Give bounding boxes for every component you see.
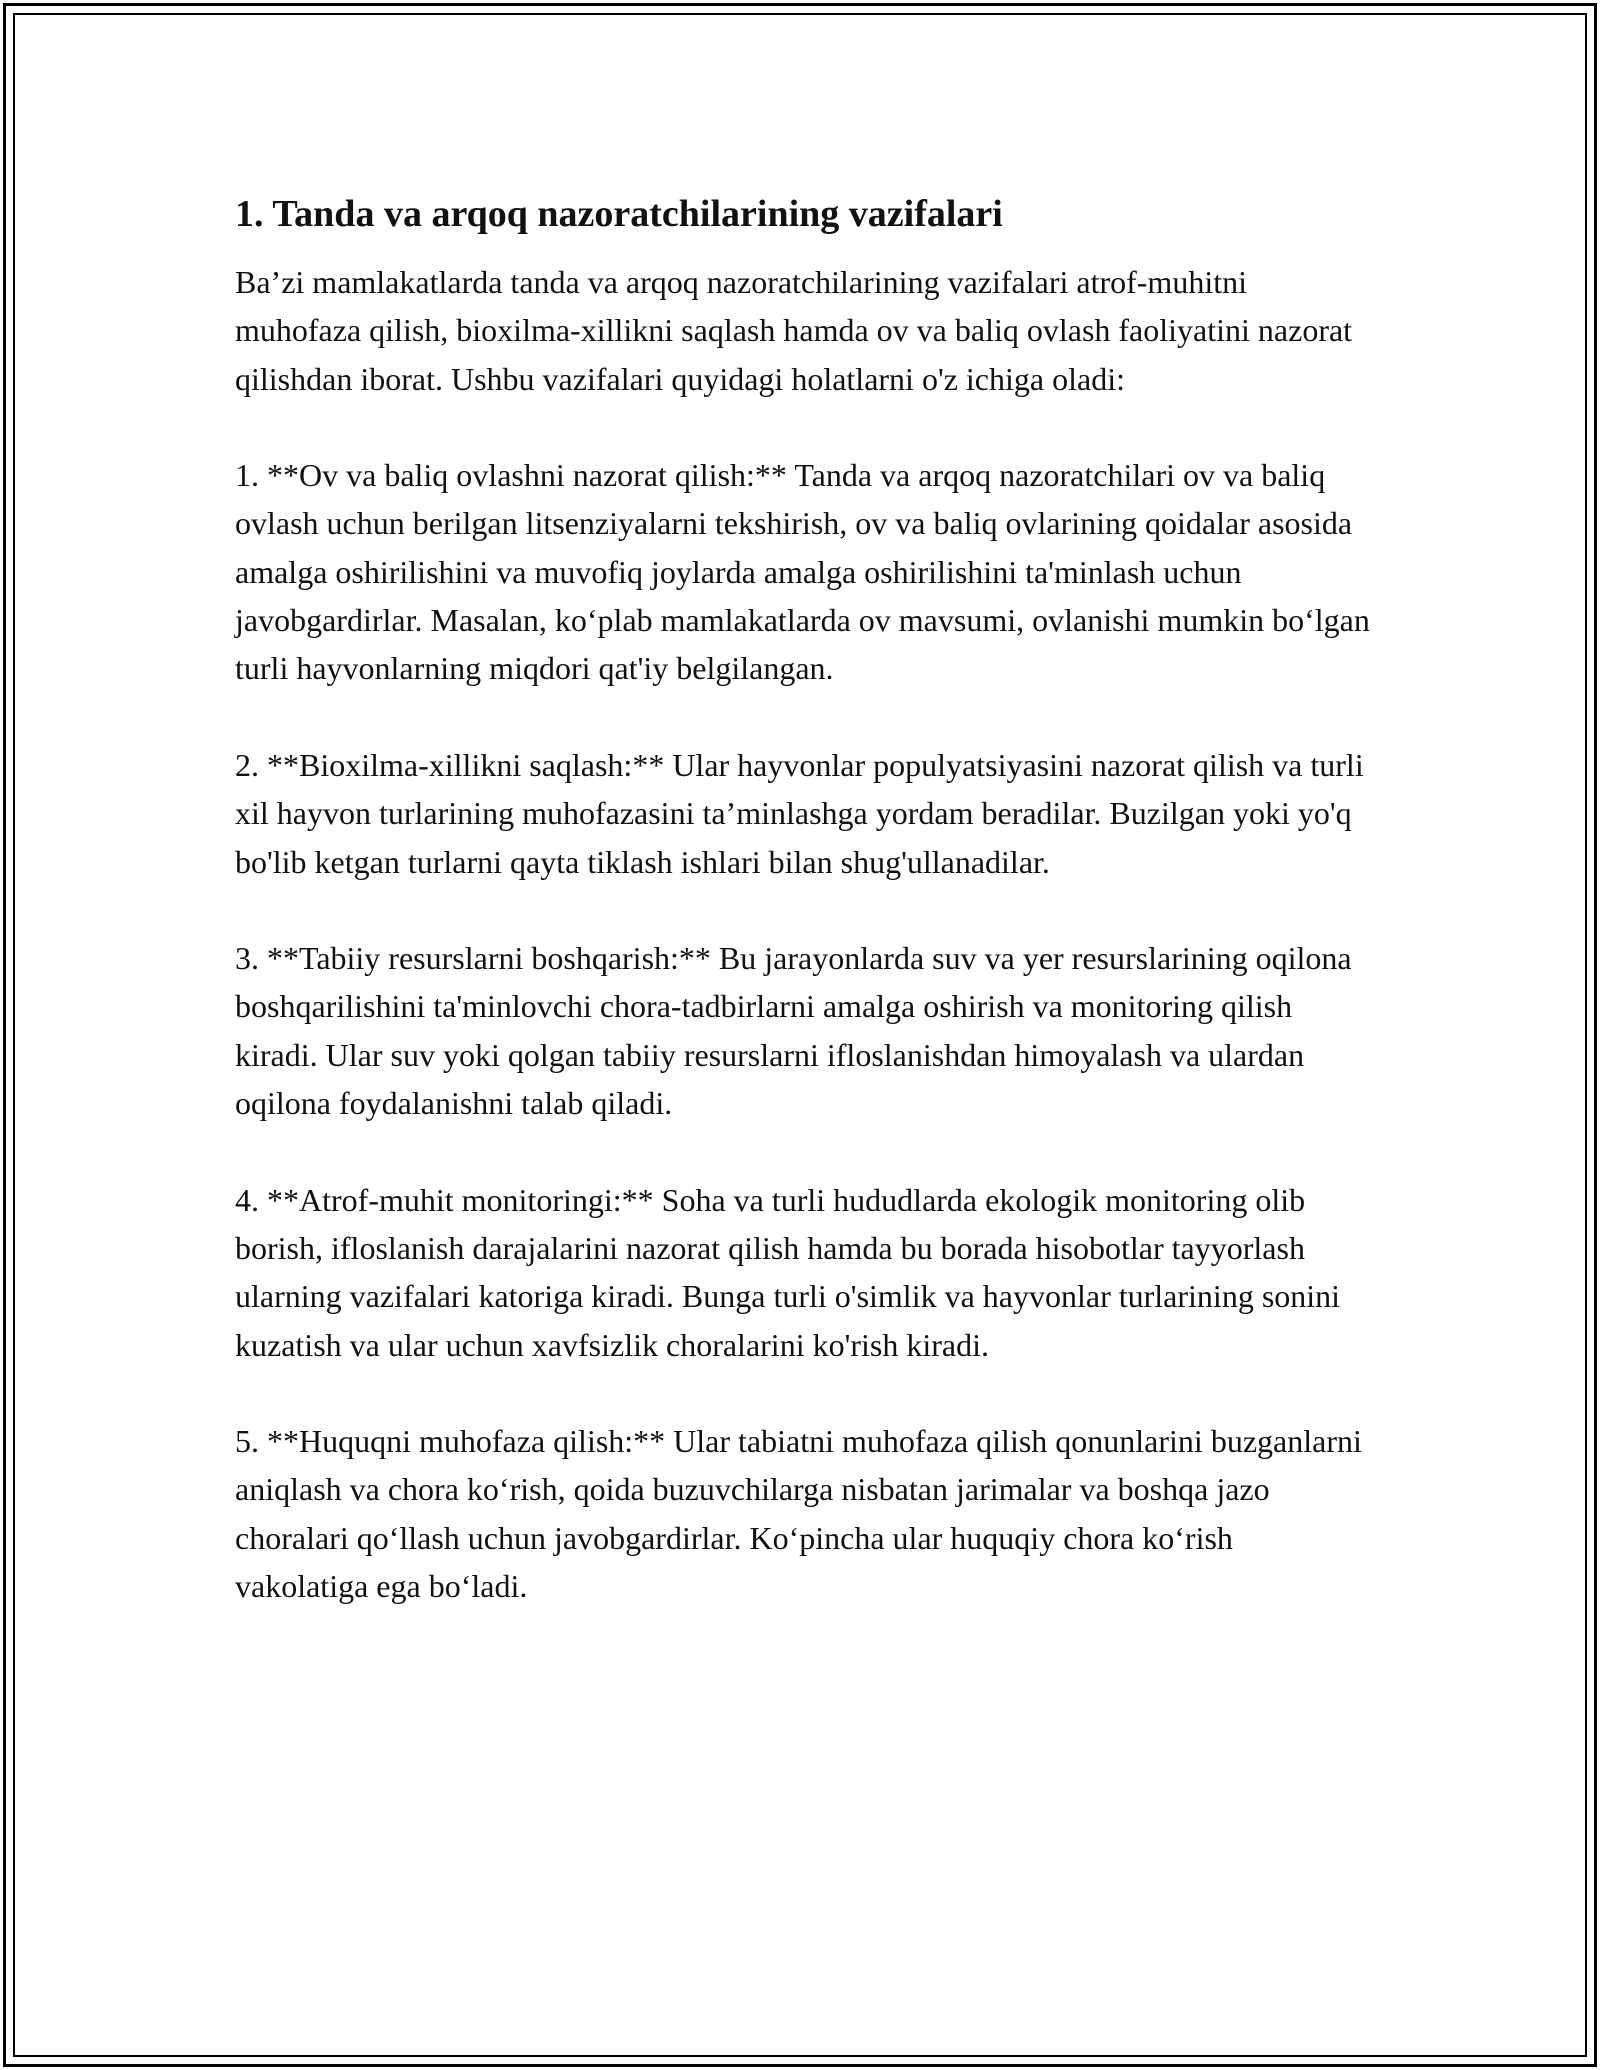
list-item-biodiversity: 2. **Bioxilma-xillikni saqlash:** Ular hayvonlar populyatsiyasini nazorat qilish va turli xil hayvon turlarining muhofazasini ta’minlashga yordam beradilar. Buzilgan yoki yo'q bo'lib ketgan turlarni qayta tiklash ishlari bilan shug'ullanadilar. bbox=[235, 746, 1364, 880]
list-item-natural-resources: 3. **Tabiiy resurslarni boshqarish:** Bu jarayonlarda suv va yer resurslarining oqilona boshqarilishini ta'minlovchi chora-tadbirlarni amalga oshirish va monitoring qilish kiradi. Ular suv yoki qolgan tabiiy resurslarni ifloslanishdan himoyalash va ulardan oqilona foydalanishni talab qiladi. bbox=[235, 940, 1352, 1122]
document-heading: 1. Tanda va arqoq nazoratchilarining vazifalari bbox=[235, 193, 1003, 235]
intro-paragraph: Ba’zi mamlakatlarda tanda va arqoq nazoratchilarining vazifalari atrof-muhitni muhofaza qilish, bioxilma-xillikni saqlash hamda ov va baliq ovlash faoliyatini nazorat qilishdan iborat. Ushbu vazifalari quyidagi holatlarni o'z ichiga oladi: bbox=[235, 264, 1353, 397]
list-item-hunting-control: 1. **Ov va baliq ovlashni nazorat qilish:** Tanda va arqoq nazoratchilari ov va baliq ovlash uchun berilgan litsenziyalarni tekshirish, ov va baliq ovlarining qoidalar asosida amalga oshirilishini va muvofiq joylarda amalga oshirilishini ta'minlash uchun javobgardirlar. Masalan, ko‘plab mamlakatlarda ov mavsumi, ovlanishi mumkin bo‘lgan turli hayvonlarning miqdori qat'iy belgilangan. bbox=[235, 457, 1370, 687]
list-item-law-enforcement: 5. **Huquqni muhofaza qilish:** Ular tabiatni muhofaza qilish qonunlarini buzganlarni aniqlash va chora ko‘rish, qoida buzuvchilarga nisbatan jarimalar va boshqa jazo choralari qo‘llash uchun javobgardirlar. Ko‘pincha ular huquqiy chora ko‘rish vakolatiga ega bo‘ladi. bbox=[235, 1423, 1362, 1605]
list-item-environment-monitoring: 4. **Atrof-muhit monitoringi:** Soha va turli hududlarda ekologik monitoring olib borish, ifloslanish darajalarini nazorat qilish hamda bu borada hisobotlar tayyorlash ularning vazifalari katoriga kiradi. Bunga turli o'simlik va hayvonlar turlarining sonini kuzatish va ular uchun xavfsizlik choralarini ko'rish kiradi. bbox=[235, 1181, 1341, 1363]
document-body bbox=[235, 188, 1370, 1659]
